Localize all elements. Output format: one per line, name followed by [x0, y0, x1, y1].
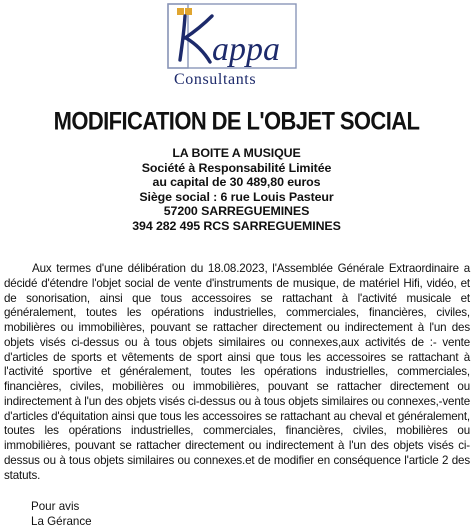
company-registration: 394 282 495 RCS SARREGUEMINES [0, 219, 473, 234]
page-title: MODIFICATION DE L'OBJET SOCIAL [0, 107, 473, 136]
logo-accent-square [177, 8, 184, 15]
company-capital: au capital de 30 489,80 euros [0, 175, 473, 190]
closing-line-1: Pour avis [31, 500, 92, 515]
company-form: Société à Responsabilité Limitée [0, 161, 473, 176]
kappa-consultants-logo [166, 2, 308, 90]
announcement-body [4, 262, 470, 483]
logo-accent-square [185, 8, 192, 15]
company-city: 57200 SARREGUEMINES [0, 204, 473, 219]
logo-subtitle: Consultants [174, 71, 256, 88]
closing-block [31, 500, 92, 529]
logo-wordmark: appa [212, 31, 280, 68]
company-name: LA BOITE A MUSIQUE [0, 146, 473, 161]
kappa-logo-mark [166, 2, 308, 90]
closing-line-2: La Gérance [31, 515, 92, 529]
announcement-paragraph: Aux termes d'une délibération du 18.08.2023, l'Assemblée Générale Extraordinaire a décidé d'étendre l'objet social de vente d'instruments de musique, de matériel Hifi, vidéo, et de sonorisation, ainsi que tous accessoires se rattachant à l'activité musicale et généralement, toutes les opérations industrielles, commerciales, financières, civiles, mobilières ou immobilières, pouvant se rattacher directement ou indirectement à l'un des objets visés ci-dessus ou à tous objets similaires ou connexes,aux activités de :- vente d'articles de sports et vêtements de sport ainsi que tous les accessoires se rattachant à l'activité sportive et généralement, toutes les opérations industrielles, commerciales, financières, civiles, mobilières ou immobilières, pouvant se rattacher directement ou indirectement à l'un des objets visés ci-dessus ou à tous objets similaires ou connexes,-vente d'articles d'équitation ainsi que tous les accessoires se rattachant au cheval et généralement, toutes les opérations industrielles, commerciales, financières, civiles, mobilières ou immobilières, pouvant se rattacher directement ou indirectement à l'un des objets visés ci-dessus ou à tous objets similaires ou connexes.et de modifier en conséquence l'article 2 des statuts. [4, 262, 470, 483]
company-seat: Siège social : 6 rue Louis Pasteur [0, 190, 473, 205]
company-block [0, 146, 473, 234]
logo-k-letter [180, 16, 212, 62]
